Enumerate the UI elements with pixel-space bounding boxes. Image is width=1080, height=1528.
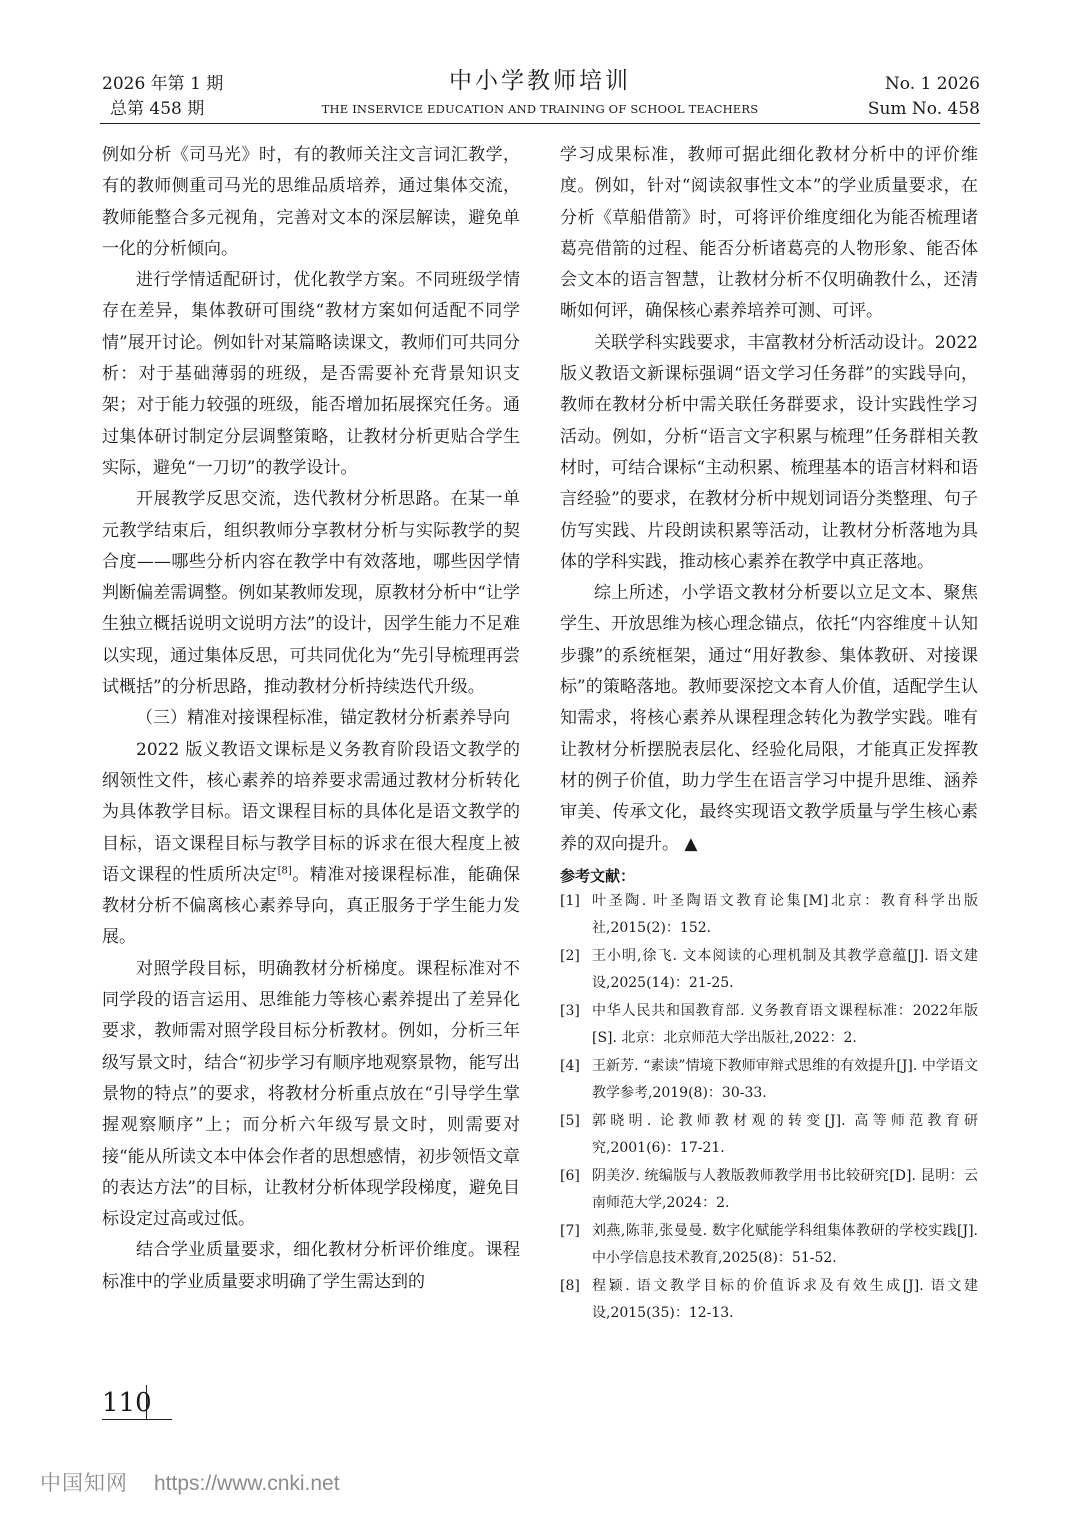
- reference-text: 王小明,徐飞. 文本阅读的心理机制及其教学意蕴[J]. 语文建设,2025(14)：21-25.: [592, 947, 978, 992]
- reference-number: [6]: [560, 1167, 580, 1184]
- right-column: [560, 140, 978, 1328]
- journal-header: [0, 0, 1080, 130]
- journal-english-title: THE INSERVICE EDUCATION AND TRAINING OF SCHOOL TEACHERS: [321, 102, 759, 116]
- cnki-watermark: [40, 1470, 340, 1498]
- paragraph-text: 综上所述，小学语文教材分析要以立足文本、聚焦学生、开放思维为核心理念锚点，依托“内容维度＋认知步骤”的系统框架，通过“用好教参、集体教研、对接课标”的策略落地。教师要深挖文本育人价值，适配学生认知需求，将核心素养从课程理念转化为教学实践。唯有让教材分析摆脱表层化、经验化局限，才能真正发挥教材的例子价值，助力学生在语言学习中提升思维、涵养审美、传承文化，最终实现语文教学质量与学生核心素养的双向提升。: [560, 583, 978, 854]
- paragraph: 例如分析《司马光》时，有的教师关注文言词汇教学，有的教师侧重司马光的思维品质培养，通过集体交流，教师能整合多元视角，完善对文本的深层解读，避免单一化的分析倾向。: [102, 145, 520, 259]
- reference-text: 程颖. 语文教学目标的价值诉求及有效生成[J]. 语文建设,2015(35)：12-13.: [592, 1277, 978, 1322]
- paragraph: 开展教学反思交流，迭代教材分析思路。在某一单元教学结束后，组织教师分享教材分析与实际教学的契合度——哪些分析内容在教学中有效落地，哪些因学情判断偏差需调整。例如某教师发现，原教材分析中“让学生独立概括说明文说明方法”的设计，因学生能力不足难以实现，通过集体反思，可共同优化为“先引导梳理再尝试概括”的分析思路，推动教材分析持续迭代升级。: [102, 489, 520, 698]
- paragraph: 结合学业质量要求，细化教材分析评价维度。课程标准中的学业质量要求明确了学生需达到的: [102, 1240, 520, 1292]
- reference-item: [560, 943, 978, 998]
- header-rule: [100, 123, 980, 124]
- total-issue-label: 总第 458 期: [110, 99, 205, 119]
- reference-text: 叶圣陶. 叶圣陶语文教育论集[M]北京：教育科学出版社,2015(2)：152.: [592, 892, 978, 937]
- reference-number: [7]: [560, 1222, 580, 1239]
- reference-item: [560, 888, 978, 943]
- reference-number: [8]: [560, 1277, 580, 1294]
- reference-item: [560, 1218, 978, 1273]
- reference-text: 王新芳. “素读”情境下教师审辩式思维的有效提升[J]. 中学语文教学参考,2019(8)：30-33.: [592, 1057, 978, 1102]
- reference-list: [560, 888, 978, 1328]
- watermark-url[interactable]: https://www.cnki.net: [154, 1472, 340, 1495]
- end-mark-icon: ▲: [684, 833, 698, 854]
- paragraph: 进行学情适配研讨，优化教学方案。不同班级学情存在差异，集体教研可围绕“教材方案如何适配不同学情”展开讨论。例如针对某篇略读课文，教师们可共同分析：对于基础薄弱的班级，是否需要补充背景知识支架；对于能力较强的班级，能否增加拓展探究任务。通过集体研讨制定分层调整策略，让教材分析更贴合学生实际，避免“一刀切”的教学设计。: [102, 270, 520, 478]
- total-issue-en: Sum No. 458: [867, 99, 980, 119]
- reference-text: 阴美汐. 统编版与人教版教师教学用书比较研究[D]. 昆明：云南师范大学,2024：2.: [592, 1167, 978, 1212]
- page-number: 110: [102, 1388, 152, 1418]
- reference-item: [560, 998, 978, 1053]
- reference-text: 中华人民共和国教育部. 义务教育语文课程标准：2022年版[S]. 北京：北京师范大学出版社,2022：2.: [592, 1002, 978, 1047]
- section-heading: （三）精准对接课程标准，锚定教材分析素养导向: [136, 708, 510, 729]
- reference-item: [560, 1053, 978, 1108]
- paragraph-conclusion: [560, 578, 978, 860]
- reference-number: [1]: [560, 892, 580, 909]
- left-column: [102, 140, 520, 1298]
- reference-item: [560, 1163, 978, 1218]
- paragraph: 关联学科实践要求，丰富教材分析活动设计。2022 版义教语文新课标强调“语文学习任务群”的实践导向，教师在教材分析中需关联任务群要求，设计实践性学习活动。例如，分析“语言文字积累与梳理”任务群相关教材时，可结合课标“主动积累、梳理基本的语言材料和语言经验”的要求，在教材分析中规划词语分类整理、句子仿写实践、片段朗读积累等活动，让教材分析落地为具体的学科实践，推动核心素养在教学中真正落地。: [560, 332, 978, 572]
- paragraph: 对照学段目标，明确教材分析梯度。课程标准对不同学段的语言运用、思维能力等核心素养提出了差异化要求，教师需对照学段目标分析教材。例如，分析三年级写景文时，结合“初步学习有顺序地观察景物，能写出景物的特点”的要求，将教材分析重点放在“引导学生掌握观察顺序”上；而分析六年级写景文时，则需要对接“能从所读文本中体会作者的思想感情，初步领悟文章的表达方法”的目标，让教材分析体现学段梯度，避免目标设定过高或过低。: [102, 958, 520, 1230]
- reference-number: [5]: [560, 1112, 580, 1129]
- reference-text: 郭晓明. 论教师教材观的转变[J]. 高等师范教育研究,2001(6)：17-21.: [592, 1112, 978, 1157]
- paragraph: 学习成果标准，教师可据此细化教材分析中的评价维度。例如，针对“阅读叙事性文本”的学业质量要求，在分析《草船借箭》时，可将评价维度细化为能否梳理诸葛亮借箭的过程、能否分析诸葛亮的人物形象、能否体会文本的语言智慧，让教材分析不仅明确教什么，还清晰如何评，确保核心素养培养可测、可评。: [560, 145, 978, 322]
- paragraph-text: 2022 版义教语文课标是义务教育阶段语文教学的纲领性文件，核心素养的培养要求需通过教材分析转化为具体教学目标。语文课程目标的具体化是语文教学的目标，语文课程目标与教学目标的诉求在很大程度上被语文课程的性质所决定: [102, 739, 520, 885]
- page-number-divider: [146, 1385, 147, 1419]
- citation-mark[interactable]: [8]: [277, 865, 292, 877]
- reference-text: 刘燕,陈菲,张曼曼. 数字化赋能学科组集体教研的学校实践[J]. 中小学信息技术教育,2025(8)：51-52.: [592, 1222, 978, 1267]
- references-title: 参考文献：: [560, 866, 636, 885]
- journal-title: 中小学教师培训: [449, 68, 631, 94]
- paragraph-with-citation: [102, 735, 520, 954]
- reference-number: [2]: [560, 947, 580, 964]
- reference-number: [3]: [560, 1002, 580, 1019]
- reference-item: [560, 1108, 978, 1163]
- issue-label: 2026 年第 1 期: [102, 74, 224, 94]
- reference-number: [4]: [560, 1057, 580, 1074]
- page-number-underline: [102, 1419, 172, 1420]
- issue-number-en: No. 1 2026: [884, 74, 980, 94]
- paragraph-text: 。精准对接课程标准，能确保教材分析不偏离核心素养导向，真正服务于学生能力发展。: [102, 864, 521, 948]
- watermark-logo-text: 中国知网: [40, 1472, 128, 1495]
- reference-item: [560, 1273, 978, 1328]
